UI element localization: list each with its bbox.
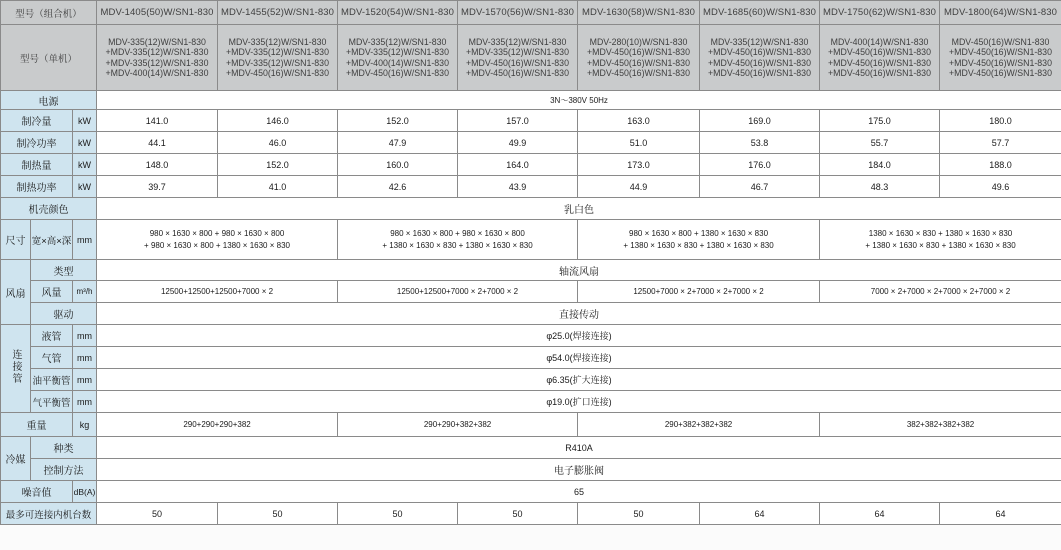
model-line: +MDV-450(16)W/SN1-830 (226, 68, 329, 78)
combo-model: MDV-1570(56)W/SN1-830 (458, 1, 578, 25)
fan-label: 风扇 (1, 260, 31, 325)
gas-balance-pipe-value: φ19.0(扩口连接) (97, 391, 1061, 413)
cooling-power-row (1, 132, 1061, 154)
control-method-row (1, 459, 1061, 481)
unit-label: kW (73, 132, 97, 154)
combo-model: MDV-1750(62)W/SN1-830 (820, 1, 940, 25)
single-model-row (1, 25, 1061, 91)
unit-label: mm (73, 391, 97, 413)
model-line: +MDV-450(16)W/SN1-830 (828, 47, 931, 57)
model-line: MDV-335(12)W/SN1-830 (710, 36, 809, 47)
cooling-capacity-value: 152.0 (338, 110, 458, 132)
model-line: MDV-400(14)W/SN1-830 (830, 36, 929, 47)
refrigerant-label: 冷媒 (1, 437, 31, 481)
model-line: MDV-335(12)W/SN1-830 (108, 36, 206, 47)
heating-capacity-value: 184.0 (820, 154, 940, 176)
heating-power-value: 48.3 (820, 176, 940, 198)
fan-flow-value: 12500+7000 × 2+7000 × 2+7000 × 2 (578, 281, 820, 303)
max-indoor-row (1, 503, 1061, 525)
unit-label: mm (73, 347, 97, 369)
gas-pipe-row (1, 347, 1061, 369)
weight-label: 重量 (1, 413, 73, 437)
single-model-cell (458, 25, 578, 91)
model-line: +MDV-450(16)W/SN1-830 (828, 57, 931, 68)
heating-capacity-label: 制热量 (1, 154, 73, 176)
heating-capacity-value: 164.0 (458, 154, 578, 176)
max-indoor-value: 50 (218, 503, 338, 525)
cooling-power-value: 44.1 (97, 132, 218, 154)
fan-type-row (1, 260, 1061, 281)
unit-label: kg (73, 413, 97, 437)
unit-label: mm (73, 220, 97, 260)
weight-value: 382+382+382+382 (820, 413, 1061, 437)
fan-drive-row (1, 303, 1061, 325)
heating-power-value: 44.9 (578, 176, 700, 198)
heating-power-label: 制热功率 (1, 176, 73, 198)
combo-model: MDV-1800(64)W/SN1-830 (940, 1, 1061, 25)
dim-line: 980 × 1630 × 800 + 980 × 1630 × 800 (149, 228, 285, 238)
fan-drive-label: 驱动 (31, 303, 97, 325)
max-indoor-value: 50 (97, 503, 218, 525)
cooling-capacity-value: 141.0 (97, 110, 218, 132)
dimensions-value (820, 220, 1061, 260)
dim-line: + 1380 × 1630 × 830 + 1380 × 1630 × 830 (382, 240, 533, 250)
unit-label: kW (73, 176, 97, 198)
unit-label: kW (73, 110, 97, 132)
cooling-capacity-value: 157.0 (458, 110, 578, 132)
model-line: +MDV-450(16)W/SN1-830 (466, 68, 569, 78)
cooling-capacity-value: 169.0 (700, 110, 820, 132)
power-label: 电源 (1, 91, 97, 110)
single-model-cell (820, 25, 940, 91)
model-line: +MDV-335(12)W/SN1-830 (226, 57, 329, 68)
gas-pipe-value: φ54.0(焊接连接) (97, 347, 1061, 369)
weight-row (1, 413, 1061, 437)
model-line: +MDV-335(12)W/SN1-830 (226, 47, 329, 57)
dimensions-label: 尺寸 (1, 220, 31, 260)
unit-label: dB(A) (73, 481, 97, 503)
model-line: MDV-335(12)W/SN1-830 (228, 36, 327, 47)
cooling-power-value: 57.7 (940, 132, 1061, 154)
model-line: +MDV-335(12)W/SN1-830 (105, 57, 209, 68)
cooling-power-value: 49.9 (458, 132, 578, 154)
combo-model-row (1, 1, 1061, 25)
combo-model: MDV-1405(50)W/SN1-830 (97, 1, 218, 25)
noise-row (1, 481, 1061, 503)
dimensions-sub-label: 宽×高×深 (31, 220, 73, 260)
single-model-label: 型号（单机） (1, 25, 97, 91)
heating-capacity-value: 152.0 (218, 154, 338, 176)
model-line: MDV-450(16)W/SN1-830 (951, 36, 1050, 47)
noise-value: 65 (97, 481, 1061, 503)
dimensions-value (338, 220, 578, 260)
model-line: +MDV-450(16)W/SN1-830 (949, 47, 1052, 57)
fan-flow-value: 12500+12500+7000 × 2+7000 × 2 (338, 281, 578, 303)
cooling-power-label: 制冷功率 (1, 132, 73, 154)
fan-type-value: 轴流风扇 (97, 260, 1061, 281)
max-indoor-value: 64 (820, 503, 940, 525)
heating-power-value: 49.6 (940, 176, 1061, 198)
refrigerant-type-value: R410A (97, 437, 1061, 459)
model-line: +MDV-450(16)W/SN1-830 (466, 57, 569, 68)
model-line: +MDV-400(14)W/SN1-830 (346, 57, 449, 68)
cooling-capacity-value: 146.0 (218, 110, 338, 132)
model-line: +MDV-450(16)W/SN1-830 (708, 47, 811, 57)
fan-drive-value: 直接传动 (97, 303, 1061, 325)
max-indoor-value: 50 (458, 503, 578, 525)
heating-capacity-value: 188.0 (940, 154, 1061, 176)
unit-label: mm (73, 325, 97, 347)
dim-line: + 1380 × 1630 × 830 + 1380 × 1630 × 830 (623, 240, 774, 250)
heating-power-value: 41.0 (218, 176, 338, 198)
combo-model: MDV-1455(52)W/SN1-830 (218, 1, 338, 25)
fan-flow-value: 12500+12500+12500+7000 × 2 (97, 281, 338, 303)
dimensions-value (578, 220, 820, 260)
power-row (1, 91, 1061, 110)
control-method-value: 电子膨胀阀 (97, 459, 1061, 481)
fan-flow-row (1, 281, 1061, 303)
unit-label: m³/h (73, 281, 97, 303)
casing-color-value: 乳白色 (97, 198, 1061, 220)
heating-capacity-value: 148.0 (97, 154, 218, 176)
fan-type-label: 类型 (31, 260, 97, 281)
model-line: +MDV-450(16)W/SN1-830 (949, 68, 1052, 78)
model-line: +MDV-450(16)W/SN1-830 (949, 57, 1052, 68)
max-indoor-value: 64 (940, 503, 1061, 525)
dimensions-value (97, 220, 338, 260)
unit-label: kW (73, 154, 97, 176)
weight-value: 290+290+290+382 (97, 413, 338, 437)
heating-capacity-value: 160.0 (338, 154, 458, 176)
model-line: +MDV-335(12)W/SN1-830 (346, 47, 449, 57)
model-line: +MDV-450(16)W/SN1-830 (828, 68, 931, 78)
cooling-capacity-value: 175.0 (820, 110, 940, 132)
model-line: +MDV-450(16)W/SN1-830 (708, 57, 811, 68)
oil-balance-pipe-label: 油平衡管 (31, 369, 73, 391)
dim-line: 980 × 1630 × 800 + 1380 × 1630 × 830 (629, 228, 769, 238)
gas-balance-pipe-label: 气平衡管 (31, 391, 73, 413)
liquid-pipe-value: φ25.0(焊接连接) (97, 325, 1061, 347)
single-model-cell (218, 25, 338, 91)
max-indoor-value: 50 (578, 503, 700, 525)
cooling-power-value: 46.0 (218, 132, 338, 154)
heating-power-value: 43.9 (458, 176, 578, 198)
dimensions-row (1, 220, 1061, 260)
heating-power-value: 46.7 (700, 176, 820, 198)
refrigerant-type-row (1, 437, 1061, 459)
model-line: +MDV-450(16)W/SN1-830 (346, 68, 449, 78)
combo-model: MDV-1520(54)W/SN1-830 (338, 1, 458, 25)
heating-power-value: 39.7 (97, 176, 218, 198)
liquid-pipe-row (1, 325, 1061, 347)
single-model-cell (97, 25, 218, 91)
model-line: +MDV-450(16)W/SN1-830 (708, 68, 811, 78)
dim-line: 1380 × 1630 × 830 + 1380 × 1630 × 830 (868, 228, 1013, 238)
power-value: 3N～380V 50Hz (97, 91, 1061, 110)
model-line: +MDV-450(16)W/SN1-830 (587, 47, 690, 57)
casing-color-row (1, 198, 1061, 220)
weight-value: 290+382+382+382 (578, 413, 820, 437)
fan-flow-value: 7000 × 2+7000 × 2+7000 × 2+7000 × 2 (820, 281, 1061, 303)
cooling-capacity-value: 180.0 (940, 110, 1061, 132)
piping-label-text: 连接管 (10, 349, 21, 385)
piping-label (1, 325, 31, 413)
liquid-pipe-label: 液管 (31, 325, 73, 347)
heating-capacity-row (1, 154, 1061, 176)
cooling-capacity-row (1, 110, 1061, 132)
max-indoor-value: 50 (338, 503, 458, 525)
single-model-cell (578, 25, 700, 91)
model-line: +MDV-335(12)W/SN1-830 (105, 47, 209, 57)
fan-flow-label: 风量 (31, 281, 73, 303)
model-line: MDV-280(10)W/SN1-830 (589, 36, 688, 47)
refrigerant-type-label: 种类 (31, 437, 97, 459)
cooling-power-value: 53.8 (700, 132, 820, 154)
model-line: +MDV-400(14)W/SN1-830 (105, 68, 209, 78)
combo-model: MDV-1685(60)W/SN1-830 (700, 1, 820, 25)
combo-model-label: 型号（组合机） (1, 1, 97, 25)
heating-capacity-value: 176.0 (700, 154, 820, 176)
single-model-cell (940, 25, 1061, 91)
cooling-power-value: 47.9 (338, 132, 458, 154)
gas-balance-pipe-row (1, 391, 1061, 413)
max-indoor-label: 最多可连接内机台数 (1, 503, 97, 525)
noise-label: 噪音值 (1, 481, 73, 503)
control-method-label: 控制方法 (31, 459, 97, 481)
cooling-capacity-value: 163.0 (578, 110, 700, 132)
heating-power-value: 42.6 (338, 176, 458, 198)
dim-line: 980 × 1630 × 800 + 980 × 1630 × 800 (390, 228, 525, 238)
casing-color-label: 机壳颜色 (1, 198, 97, 220)
model-line: +MDV-335(12)W/SN1-830 (466, 47, 569, 57)
cooling-power-value: 55.7 (820, 132, 940, 154)
model-line: MDV-335(12)W/SN1-830 (468, 36, 567, 47)
single-model-cell (338, 25, 458, 91)
weight-value: 290+290+382+382 (338, 413, 578, 437)
unit-label: mm (73, 369, 97, 391)
cooling-power-value: 51.0 (578, 132, 700, 154)
single-model-cell (700, 25, 820, 91)
model-line: +MDV-450(16)W/SN1-830 (587, 57, 690, 68)
heating-capacity-value: 173.0 (578, 154, 700, 176)
dim-line: + 1380 × 1630 × 830 + 1380 × 1630 × 830 (865, 240, 1016, 250)
oil-balance-pipe-row (1, 369, 1061, 391)
dim-line: + 980 × 1630 × 800 + 1380 × 1630 × 830 (144, 240, 290, 250)
combo-model: MDV-1630(58)W/SN1-830 (578, 1, 700, 25)
gas-pipe-label: 气管 (31, 347, 73, 369)
max-indoor-value: 64 (700, 503, 820, 525)
cooling-capacity-label: 制冷量 (1, 110, 73, 132)
oil-balance-pipe-value: φ6.35(扩大连接) (97, 369, 1061, 391)
model-line: +MDV-450(16)W/SN1-830 (587, 68, 690, 78)
heating-power-row (1, 176, 1061, 198)
model-line: MDV-335(12)W/SN1-830 (348, 36, 447, 47)
